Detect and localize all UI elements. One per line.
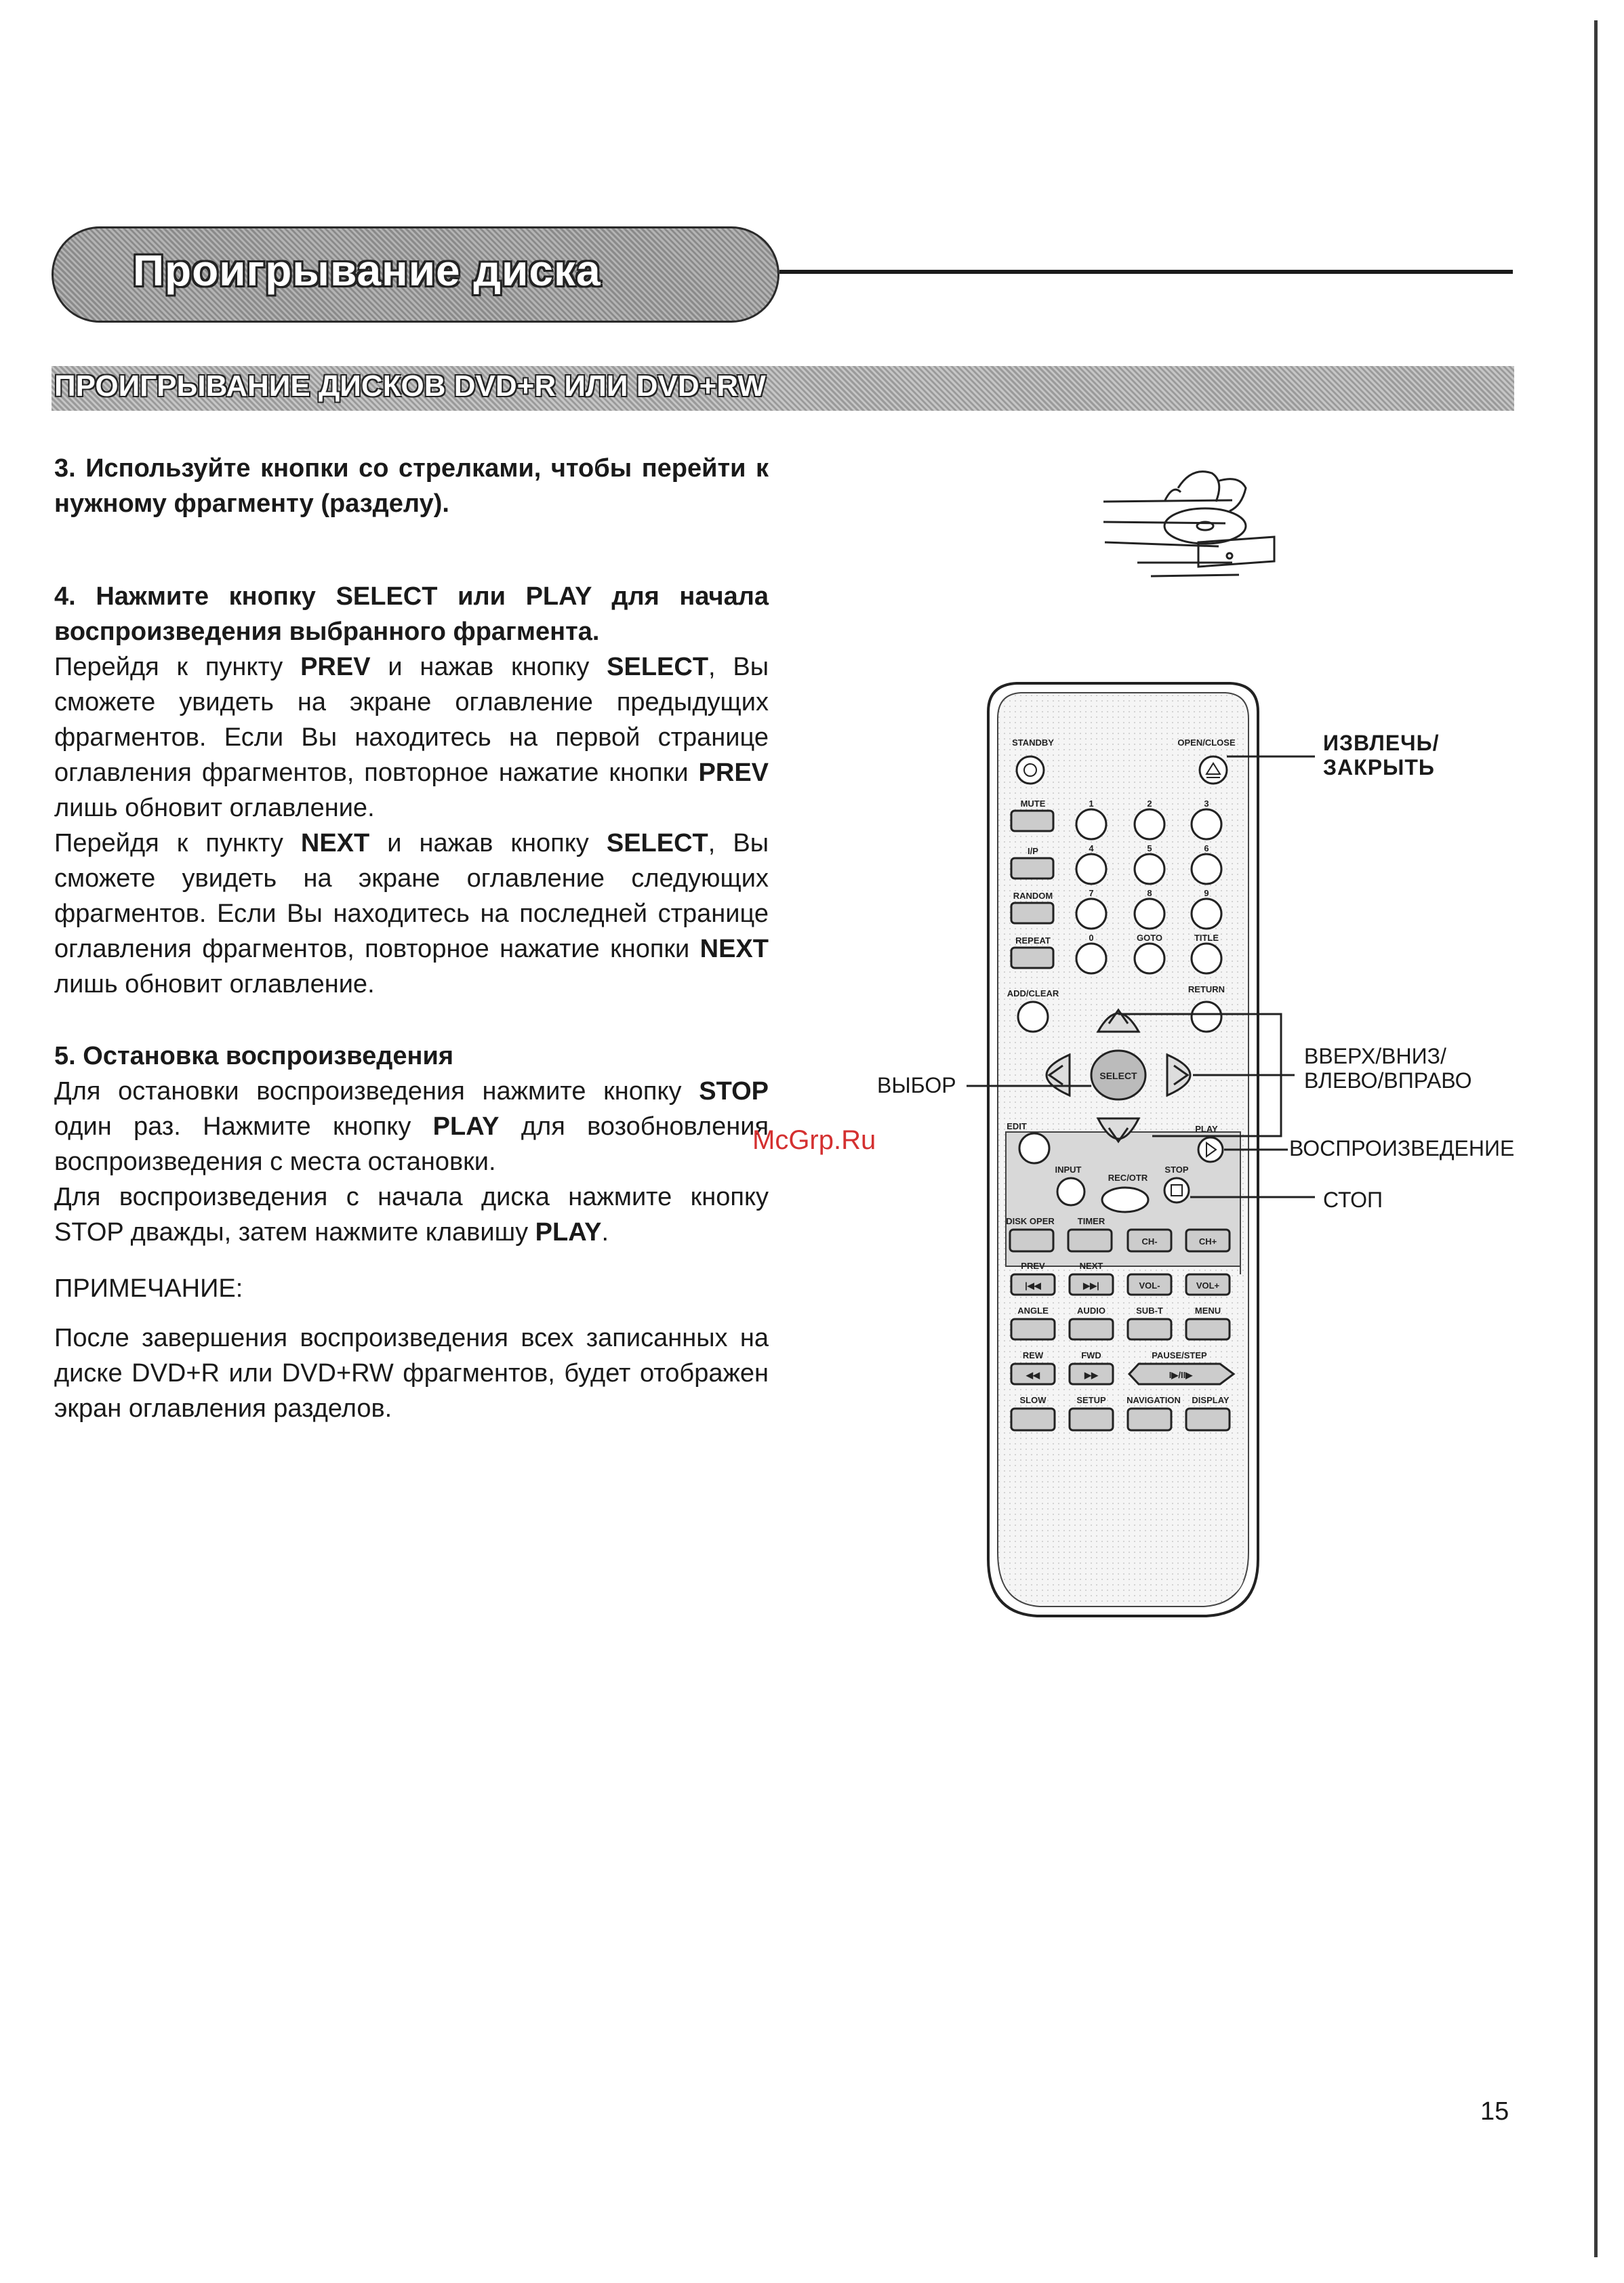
step-4: [54, 579, 769, 1002]
text-run: Для воспроизведения с начала диска нажмите кнопку STOP дважды, затем нажмите клавишу: [54, 1183, 769, 1247]
input-button[interactable]: [1057, 1178, 1084, 1205]
label-fwd: FWD: [1081, 1350, 1101, 1360]
step-4-head-c: для начала воспроизведения выбранного фрагмента.: [54, 582, 769, 646]
keyword-prev: PREV: [698, 759, 769, 787]
rec-otr-button[interactable]: [1102, 1188, 1148, 1212]
label-sub-t: SUB-T: [1136, 1306, 1163, 1316]
label-edit: EDIT: [1007, 1121, 1027, 1131]
text-run: Для остановки воспроизведения нажмите кнопку: [54, 1077, 682, 1106]
keyword-next: NEXT: [699, 935, 769, 963]
label-repeat: REPEAT: [1015, 935, 1051, 946]
step-3-text: Используйте кнопки со стрелками, чтобы перейти к нужному фрагменту (разделу).: [54, 454, 769, 518]
text-run: для возобновления воспроизведения с места остановки.: [54, 1112, 769, 1176]
slow-button[interactable]: [1011, 1409, 1055, 1430]
text-run: лишь обновит оглавление.: [54, 794, 375, 822]
label-ch-plus: CH+: [1198, 1236, 1217, 1247]
edit-button[interactable]: [1019, 1133, 1049, 1163]
step-4-number: 4.: [54, 582, 76, 611]
text-run: и нажав кнопку: [387, 829, 589, 857]
text-run: один раз. Нажмите кнопку: [54, 1112, 411, 1141]
label-title: TITLE: [1194, 933, 1219, 943]
keyword-select: SELECT: [607, 653, 709, 681]
callout-nav-1: ВВЕРХ/ВНИЗ/: [1304, 1044, 1446, 1068]
label-1: 1: [1089, 799, 1094, 809]
label-next: NEXT: [1079, 1261, 1103, 1271]
number-7-button[interactable]: [1076, 899, 1106, 929]
number-3-button[interactable]: [1192, 809, 1221, 839]
label-4: 4: [1089, 843, 1094, 853]
sub-t-button[interactable]: [1128, 1319, 1171, 1339]
step-4-head-play: PLAY: [525, 582, 592, 611]
timer-button[interactable]: [1068, 1230, 1112, 1251]
text-run: Перейдя к пункту: [54, 653, 283, 681]
stop-button[interactable]: [1164, 1178, 1189, 1203]
callout-stop: СТОП: [1323, 1188, 1383, 1212]
label-9: 9: [1204, 888, 1209, 898]
step-4-head-b: или: [458, 582, 506, 611]
label-prev: PREV: [1021, 1261, 1045, 1271]
fwd-icon: ▶▶: [1084, 1370, 1098, 1380]
label-standby: STANDBY: [1012, 738, 1054, 748]
title-button[interactable]: [1192, 944, 1221, 973]
label-add-clear: ADD/CLEAR: [1007, 988, 1059, 998]
step-4-paragraph-prev: [54, 649, 769, 826]
label-rew: REW: [1022, 1350, 1044, 1360]
label-display: DISPLAY: [1192, 1395, 1230, 1405]
text-run: Перейдя к пункту: [54, 829, 283, 857]
label-8: 8: [1147, 888, 1152, 898]
step-3-number: 3.: [54, 454, 76, 483]
repeat-button[interactable]: [1011, 948, 1053, 968]
keyword-play: PLAY: [432, 1112, 500, 1141]
keyword-select: SELECT: [606, 829, 708, 857]
callout-select: ВЫБОР: [877, 1073, 956, 1097]
number-1-button[interactable]: [1076, 809, 1106, 839]
label-select: SELECT: [1099, 1070, 1137, 1081]
label-audio: AUDIO: [1077, 1306, 1105, 1316]
number-5-button[interactable]: [1135, 854, 1164, 884]
page-number: 15: [1480, 2097, 1509, 2126]
setup-button[interactable]: [1070, 1409, 1113, 1430]
angle-button[interactable]: [1011, 1319, 1055, 1339]
label-ip: I/P: [1028, 846, 1038, 856]
step-5-heading: [54, 1038, 769, 1074]
label-setup: SETUP: [1076, 1395, 1106, 1405]
next-icon: ▶▶|: [1083, 1280, 1099, 1291]
title-rule: [779, 270, 1513, 274]
display-button[interactable]: [1186, 1409, 1230, 1430]
keyword-play: PLAY: [535, 1218, 602, 1247]
step-5: [54, 1038, 769, 1250]
keyword-prev: PREV: [300, 653, 371, 681]
label-input: INPUT: [1055, 1165, 1082, 1175]
step-4-head-a: Нажмите кнопку: [96, 582, 316, 611]
text-run: .: [601, 1218, 609, 1247]
step-3: [54, 451, 769, 521]
label-vol-minus: VOL-: [1139, 1280, 1160, 1291]
ip-button[interactable]: [1011, 858, 1053, 878]
goto-button[interactable]: [1135, 944, 1164, 973]
text-run: , Вы сможете увидеть на экране оглавление следующих фрагментов. Если Вы находитесь на последней странице оглавления фрагментов, повторное нажатие кнопки: [54, 829, 769, 963]
label-angle: ANGLE: [1017, 1306, 1049, 1316]
number-6-button[interactable]: [1192, 854, 1221, 884]
section-title: ПРОИГРЫВАНИЕ ДИСКОВ DVD+R ИЛИ DVD+RW: [54, 369, 766, 403]
number-9-button[interactable]: [1192, 899, 1221, 929]
audio-button[interactable]: [1070, 1319, 1113, 1339]
label-timer: TIMER: [1077, 1216, 1105, 1226]
label-play: PLAY: [1195, 1124, 1218, 1134]
number-4-button[interactable]: [1076, 854, 1106, 884]
keyword-stop: STOP: [699, 1077, 769, 1106]
label-goto: GOTO: [1136, 933, 1163, 943]
add-clear-button[interactable]: [1018, 1002, 1048, 1032]
step-5-paragraph-restart: [54, 1179, 769, 1250]
label-return: RETURN: [1187, 984, 1225, 994]
step-4-paragraph-next: [54, 826, 769, 1002]
return-button[interactable]: [1192, 1002, 1221, 1032]
label-disk-oper: DISK OPER: [1006, 1216, 1055, 1226]
label-6: 6: [1204, 843, 1209, 853]
menu-button[interactable]: [1186, 1319, 1230, 1339]
label-vol-plus: VOL+: [1196, 1280, 1220, 1291]
label-3: 3: [1204, 799, 1209, 809]
disk-oper-button[interactable]: [1010, 1230, 1053, 1251]
label-7: 7: [1089, 888, 1094, 898]
label-stop: STOP: [1164, 1165, 1189, 1175]
random-button[interactable]: [1011, 903, 1053, 923]
number-0-button[interactable]: [1076, 944, 1106, 973]
text-run: , Вы сможете увидеть на экране оглавление предыдущих фрагментов. Если Вы находитесь на первой странице оглавления фрагментов, повторное нажатие кнопки: [54, 653, 769, 787]
label-mute: MUTE: [1020, 799, 1046, 809]
note-heading: ПРИМЕЧАНИЕ:: [54, 1274, 243, 1303]
label-rec-otr: REC/OTR: [1108, 1173, 1148, 1183]
navigation-button[interactable]: [1128, 1409, 1171, 1430]
step-5-paragraph-stop: [54, 1074, 769, 1179]
callout-nav-2: ВЛЕВО/ВПРАВО: [1304, 1068, 1472, 1093]
callout-eject-2: ЗАКРЫТЬ: [1323, 755, 1435, 780]
prev-icon: |◀◀: [1025, 1280, 1041, 1291]
label-slow: SLOW: [1019, 1395, 1047, 1405]
open-close-button[interactable]: [1200, 756, 1227, 784]
watermark: McGrp.Ru: [752, 1125, 876, 1155]
label-5: 5: [1147, 843, 1152, 853]
pause-step-icon: I▶/II▶: [1169, 1370, 1193, 1380]
label-random: RANDOM: [1013, 891, 1053, 901]
remote-lower-panel: [1002, 1457, 1244, 1600]
label-pause-step: PAUSE/STEP: [1152, 1350, 1207, 1360]
number-8-button[interactable]: [1135, 899, 1164, 929]
step-4-head-select: SELECT: [336, 582, 438, 611]
number-2-button[interactable]: [1135, 809, 1164, 839]
rew-icon: ◀◀: [1026, 1370, 1040, 1380]
step-5-number: 5.: [54, 1042, 76, 1070]
label-2: 2: [1147, 799, 1152, 809]
page-edge: [1594, 20, 1598, 2257]
text-run: и нажав кнопку: [388, 653, 590, 681]
page-title: Проигрывание диска: [133, 246, 601, 295]
label-ch-minus: CH-: [1141, 1236, 1158, 1247]
mute-button[interactable]: [1011, 811, 1053, 831]
standby-button[interactable]: [1017, 756, 1044, 784]
step-4-heading: [54, 579, 769, 649]
callout-play: ВОСПРОИЗВЕДЕНИЕ: [1289, 1136, 1515, 1160]
label-menu: MENU: [1194, 1306, 1221, 1316]
text-run: лишь обновит оглавление.: [54, 970, 375, 998]
label-0: 0: [1089, 933, 1094, 943]
play-button[interactable]: [1198, 1137, 1223, 1162]
label-navigation: NAVIGATION: [1126, 1395, 1181, 1405]
keyword-next: NEXT: [300, 829, 370, 857]
disc-insert-illustration: [1097, 461, 1281, 588]
label-open-close: OPEN/CLOSE: [1177, 738, 1236, 748]
note-text: После завершения воспроизведения всех записанных на диске DVD+R или DVD+RW фрагментов, будет отображен экран оглавления разделов.: [54, 1324, 769, 1423]
callout-eject-1: ИЗВЛЕЧЬ/: [1323, 731, 1440, 755]
step-5-head: Остановка воспроизведения: [83, 1042, 453, 1070]
